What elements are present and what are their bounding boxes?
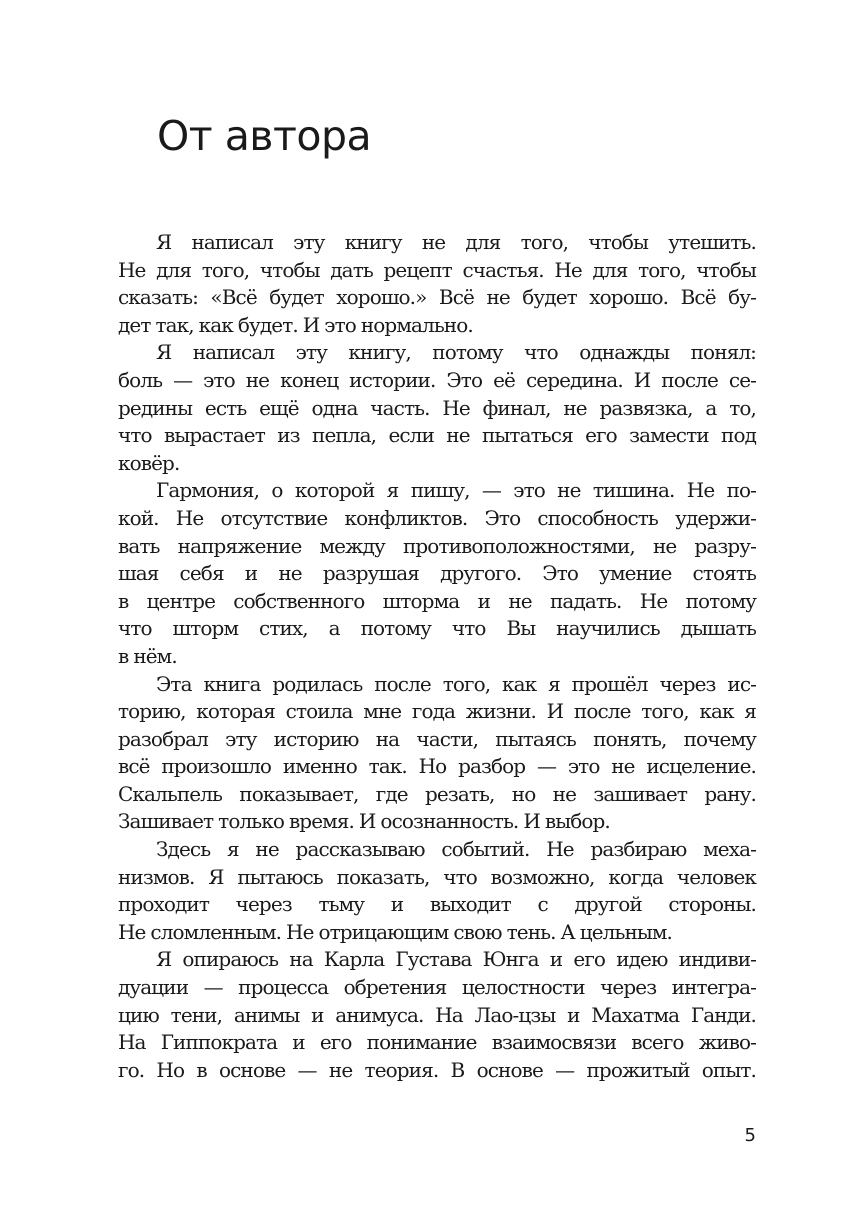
text-line: сказать: «Всё будет хорошо.» Всё не будет хорошо. Всё бу- <box>118 285 756 310</box>
paragraph <box>118 229 756 339</box>
paragraph <box>118 836 756 946</box>
text-line: Здесь я не рассказываю событий. Не разбираю меха- <box>156 837 756 862</box>
paragraph <box>118 477 756 670</box>
text-line: что вырастает из пепла, если не пытаться его замести под <box>118 423 756 448</box>
text-line: Я опираюсь на Карла Густава Юнга и его идею индиви- <box>156 947 756 972</box>
page-number: 5 <box>744 1125 756 1146</box>
text-line: кой. Не отсутствие конфликтов. Это способность удержи- <box>118 505 756 530</box>
paragraph <box>118 946 756 1084</box>
text-line: Эта книга родилась после того, как я прошёл через ис- <box>156 671 756 696</box>
text-line: что шторм стих, а потому что Вы научились дышать <box>118 616 756 641</box>
text-line: вать напряжение между противоположностями, не разру- <box>118 533 756 558</box>
text-line: всё произошло именно так. Но разбор — это не исцеление. <box>118 754 756 779</box>
text-line: боль — это не конец истории. Это её середина. И после се- <box>118 367 756 392</box>
text-line: редины есть ещё одна часть. Не финал, не развязка, а то, <box>118 395 756 420</box>
body-text <box>118 229 756 1084</box>
text-line: Я написал эту книгу, потому что однажды понял: <box>156 340 756 365</box>
text-line: ковёр. <box>118 450 180 475</box>
chapter-title: От автора <box>157 112 372 160</box>
text-line: Не для того, чтобы дать рецепт счастья. Не для того, чтобы <box>118 257 756 282</box>
text-line: низмов. Я пытаюсь показать, что возможно, когда человек <box>118 864 756 889</box>
text-line: дет так, как будет. И это нормально. <box>118 312 473 337</box>
text-line: в центре собственного шторма и не падать. Не потому <box>118 588 756 613</box>
text-line: го. Но в основе — не теория. В основе — прожитый опыт. <box>118 1057 756 1082</box>
text-line: шая себя и не разрушая другого. Это умение стоять <box>118 561 756 586</box>
text-line: цию тени, анимы и анимуса. На Лао-цзы и Махатма Ганди. <box>118 1002 756 1027</box>
paragraph <box>118 671 756 837</box>
text-line: торию, которая стоила мне года жизни. И после того, как я <box>118 699 756 724</box>
text-line: дуации — процесса обретения целостности через интегра- <box>118 975 756 1000</box>
text-line: в нём. <box>118 643 177 668</box>
text-line: проходит через тьму и выходит с другой стороны. <box>118 892 756 917</box>
text-line: Я написал эту книгу не для того, чтобы утешить. <box>156 230 756 254</box>
text-line: Гармония, о которой я пишу, — это не тишина. Не по- <box>156 478 756 503</box>
text-line: Не сломленным. Не отрицающим свою тень. А цельным. <box>118 919 673 944</box>
paragraph <box>118 339 756 477</box>
text-line: разобрал эту историю на части, пытаясь понять, почему <box>118 726 756 751</box>
text-line: Скальпель показывает, где резать, но не зашивает рану. <box>118 781 756 806</box>
text-line: На Гиппократа и его понимание взаимосвязи всего живо- <box>118 1030 756 1055</box>
text-line: Зашивает только время. И осознанность. И выбор. <box>118 809 610 834</box>
